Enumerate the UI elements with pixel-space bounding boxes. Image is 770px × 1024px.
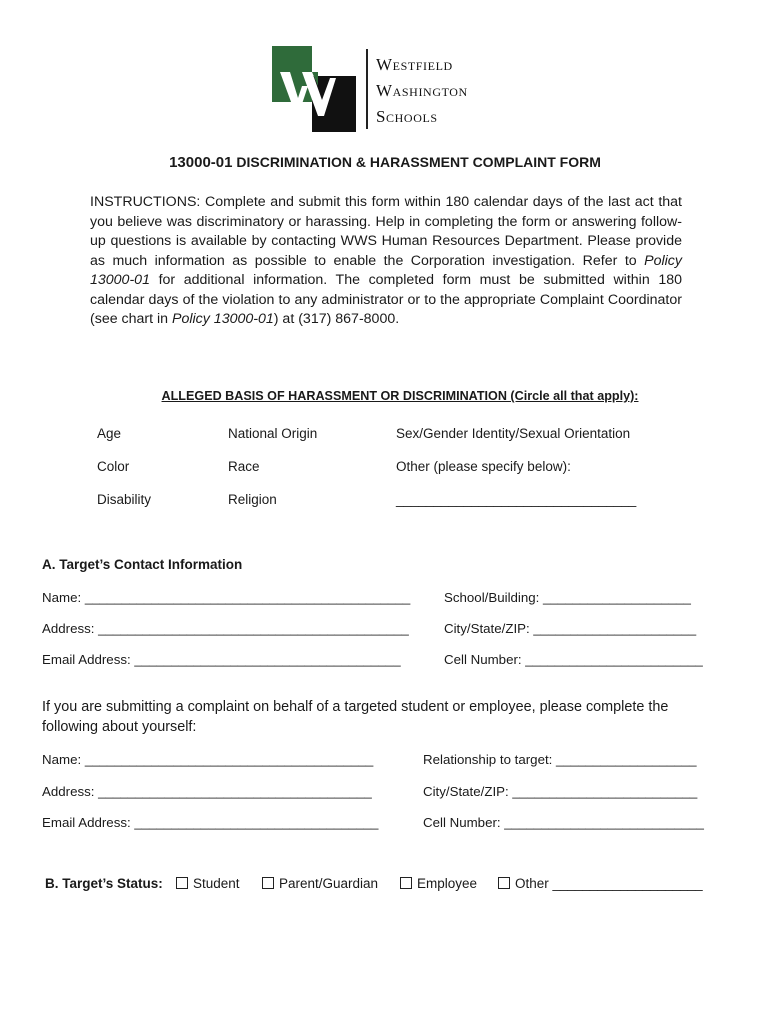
instructions-part-1: INSTRUCTIONS: Complete and submit this form within 180 calendar days of the last act that you believe was discriminatory or harassing. Help in completing the form or answering follow-up questions is available by contacting WWS Human Resources Department. Please provide as much information as possible to enable the Corporation investigation. Refer to	[90, 194, 682, 269]
basis-race[interactable]: Race	[228, 459, 260, 474]
target-school-field[interactable]: School/Building: ____________________	[444, 590, 691, 605]
instructions-part-3: ) at (317) 867-8000.	[273, 311, 400, 327]
school-logo	[272, 46, 512, 132]
target-email-field[interactable]: Email Address: ____________________________________	[42, 652, 401, 667]
logo-line-3: Schools	[376, 107, 438, 126]
form-number: 13000-01	[169, 154, 233, 171]
basis-sex-gender[interactable]: Sex/Gender Identity/Sexual Orientation	[396, 426, 631, 441]
basis-disability[interactable]: Disability	[97, 492, 152, 507]
student-checkbox[interactable]	[176, 877, 188, 889]
basis-national-origin[interactable]: National Origin	[228, 426, 318, 441]
basis-other-field[interactable]: ________________________________	[396, 492, 637, 507]
student-label: Student	[193, 876, 240, 891]
basis-color[interactable]: Color	[97, 459, 130, 474]
status-employee-option[interactable]	[400, 876, 477, 891]
form-title	[0, 154, 770, 171]
basis-other[interactable]: Other (please specify below):	[396, 459, 571, 474]
relationship-field[interactable]: Relationship to target: ___________________	[423, 752, 697, 767]
policy-reference-1: Policy 13000-01	[90, 252, 682, 288]
submitter-city-field[interactable]: City/State/ZIP: _________________________	[423, 784, 698, 799]
submitter-address-field[interactable]: Address: _____________________________________	[42, 784, 372, 799]
instructions-part-2: for additional information. The completed form must be submitted within 180 calendar days of the violation to any administrator or to the appropriate Complaint Coordinator (see chart in	[90, 272, 682, 327]
other-label: Other ____________________	[515, 876, 703, 891]
submitter-email-field[interactable]: Email Address: _________________________________	[42, 815, 379, 830]
logo-text	[376, 52, 468, 130]
instructions	[90, 193, 682, 330]
logo-line-2: Washington	[376, 81, 468, 100]
submitter-cell-field[interactable]: Cell Number: ___________________________	[423, 815, 704, 830]
section-b-heading	[45, 876, 163, 891]
basis-heading: ALLEGED BASIS OF HARASSMENT OR DISCRIMINATION (Circle all that apply):	[161, 389, 639, 403]
target-city-field[interactable]: City/State/ZIP: ______________________	[444, 621, 697, 636]
target-name-field[interactable]: Name: ____________________________________________	[42, 590, 411, 605]
employee-label: Employee	[417, 876, 478, 891]
form-title-text: DISCRIMINATION & HARASSMENT COMPLAINT FORM	[236, 154, 601, 170]
policy-reference-2: Policy 13000-01	[172, 311, 274, 327]
target-address-field[interactable]: Address: __________________________________________	[42, 621, 409, 636]
parent-label: Parent/Guardian	[279, 876, 379, 891]
status-other-option[interactable]	[498, 876, 703, 891]
submitter-name-field[interactable]: Name: _______________________________________	[42, 752, 374, 767]
other-checkbox[interactable]	[498, 877, 510, 889]
status-parent-option[interactable]	[262, 876, 378, 891]
logo-divider	[366, 49, 368, 129]
logo-line-1: Westfield	[376, 55, 453, 74]
target-status-label: B. Target’s Status:	[45, 876, 163, 891]
status-student-option[interactable]	[176, 876, 240, 891]
target-cell-field[interactable]: Cell Number: ________________________	[444, 652, 703, 667]
employee-checkbox[interactable]	[400, 877, 412, 889]
basis-religion[interactable]: Religion	[228, 492, 277, 507]
behalf-instructions: If you are submitting a complaint on behalf of a targeted student or employee, please complete the following about yourself:	[42, 699, 669, 735]
basis-age[interactable]: Age	[97, 426, 122, 441]
parent-checkbox[interactable]	[262, 877, 274, 889]
logo-mark-icon	[272, 46, 356, 132]
section-a-heading: A. Target’s Contact Information	[42, 557, 243, 572]
